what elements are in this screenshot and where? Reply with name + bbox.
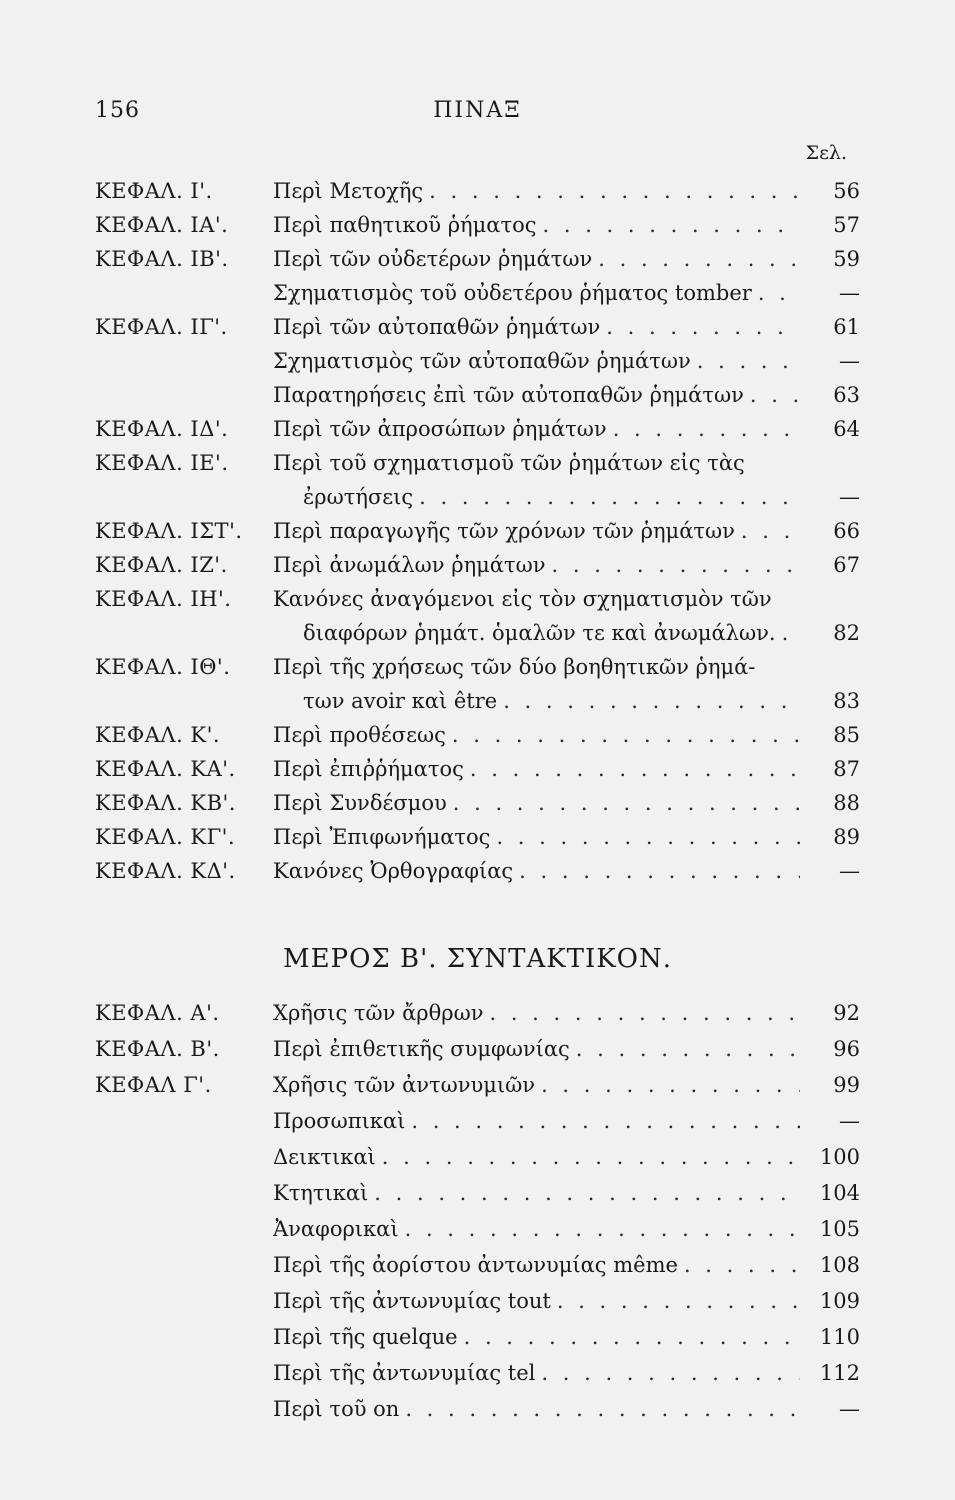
- entry-title-text: Χρῆσις τῶν ἄρθρων: [273, 1001, 484, 1025]
- toc-row: [95, 344, 860, 378]
- chapter-label: ΚΕΦΑΛ. ΙΗ'.: [95, 587, 232, 611]
- entry-title-text: Περὶ ἐπιῤῥήματος: [273, 757, 464, 781]
- entry-title: [273, 1139, 808, 1175]
- page-ref: 61: [833, 315, 860, 339]
- entry-title: [273, 514, 808, 548]
- toc-row: [95, 310, 860, 344]
- toc-row: [95, 616, 860, 650]
- page-header: [0, 98, 955, 138]
- chapter-label: ΚΕΦΑΛ. ΙΑ'.: [95, 213, 229, 237]
- leader-dots: [541, 1067, 800, 1103]
- leader-dots: [576, 1031, 800, 1067]
- entry-title: [273, 1283, 808, 1319]
- entry-title-text: Περὶ παθητικοῦ ῥήματος: [273, 213, 537, 237]
- page-ref: 59: [833, 247, 860, 271]
- toc-row: [95, 854, 860, 888]
- entry-title-text: Κτητικαὶ: [273, 1181, 369, 1205]
- chapter-label: ΚΕΦΑΛ. ΚΒ'.: [95, 791, 236, 815]
- toc-row: [95, 514, 860, 548]
- toc-row: [95, 718, 860, 752]
- toc-row: [95, 1175, 860, 1211]
- page-ref: —: [839, 349, 860, 373]
- page-ref: —: [839, 1397, 860, 1421]
- entry-title: [273, 1031, 808, 1067]
- page-ref: 56: [833, 179, 860, 203]
- leader-dots: [758, 276, 800, 310]
- entry-title-text: Περὶ τῆς ἀντωνυμίας tout: [273, 1289, 551, 1313]
- toc-row: [95, 1031, 860, 1067]
- chapter-label: ΚΕΦΑΛ. ΙΔ'.: [95, 417, 229, 441]
- page-ref: 82: [833, 621, 860, 645]
- entry-title-text: Σχηματισμὸς τοῦ οὐδετέρου ῥήματος tomber: [273, 281, 752, 305]
- entry-title-text: Περὶ τῆς χρήσεως τῶν δύο βοηθητικῶν ῥημά-: [273, 655, 756, 679]
- page-ref: 105: [819, 1217, 860, 1241]
- entry-title: [273, 412, 808, 446]
- entry-title-text: Περὶ ἐπιθετικῆς συμφωνίας: [273, 1037, 570, 1061]
- entry-title-text: Χρῆσις τῶν ἀντωνυμιῶν: [273, 1073, 536, 1097]
- entry-title-text: Παρατηρήσεις ἐπὶ τῶν αὐτοπαθῶν ῥημάτων: [273, 383, 744, 407]
- leader-dots: [552, 548, 801, 582]
- entry-title: [273, 854, 808, 888]
- entry-title: [273, 1355, 808, 1391]
- page-ref: 87: [833, 757, 860, 781]
- entry-title-text: Περὶ τῶν οὐδετέρων ῥημάτων: [273, 247, 593, 271]
- toc-row: [95, 650, 860, 684]
- leader-dots: [606, 310, 800, 344]
- entry-title: [273, 1319, 808, 1355]
- toc-row: [95, 1139, 860, 1175]
- entry-title: [273, 1391, 808, 1427]
- toc-row: [95, 446, 860, 480]
- leader-dots: [470, 752, 800, 786]
- entry-title: [273, 208, 808, 242]
- toc-row: [95, 1283, 860, 1319]
- toc-row: [95, 378, 860, 412]
- entry-title: [273, 616, 808, 650]
- toc-row: [95, 480, 860, 514]
- entry-title-text: Περὶ Μετοχῆς: [273, 179, 424, 203]
- page-ref: 57: [833, 213, 860, 237]
- entry-title: [273, 480, 808, 514]
- entry-title: [273, 310, 808, 344]
- leader-dots: [741, 514, 800, 548]
- toc-row: [95, 820, 860, 854]
- toc-row: [95, 1319, 860, 1355]
- page-ref: —: [839, 859, 860, 883]
- leader-dots: [419, 480, 800, 514]
- leader-dots: [684, 1247, 800, 1283]
- page-ref: —: [839, 485, 860, 509]
- entry-title-text: Ἀναφορικαὶ: [273, 1217, 399, 1241]
- entry-title-text: Περὶ τοῦ σχηματισμοῦ τῶν ῥημάτων εἰς τὰς: [273, 451, 745, 475]
- toc-row: [95, 995, 860, 1031]
- toc-row: [95, 208, 860, 242]
- leader-dots: [452, 718, 800, 752]
- leader-dots: [782, 616, 800, 650]
- entry-title: [273, 1211, 808, 1247]
- entry-title: [273, 174, 808, 208]
- leader-dots: [464, 1319, 800, 1355]
- page-ref: —: [839, 281, 860, 305]
- entry-title: [273, 344, 808, 378]
- page-ref: 112: [819, 1361, 860, 1385]
- toc-row: [95, 1247, 860, 1283]
- leader-dots: [411, 1103, 800, 1139]
- toc-row: [95, 684, 860, 718]
- entry-title: [273, 1067, 808, 1103]
- chapter-label: ΚΕΦΑΛ Γ'.: [95, 1073, 212, 1097]
- toc-row: [95, 412, 860, 446]
- chapter-label: ΚΕΦΑΛ. ΚΑ'.: [95, 757, 236, 781]
- section-heading: ΜΕΡΟΣ Β'. ΣΥΝΤΑΚΤΙΚΟΝ.: [282, 944, 673, 974]
- page-ref: 100: [819, 1145, 860, 1169]
- toc-row: [95, 752, 860, 786]
- leader-dots: [429, 174, 800, 208]
- leader-dots: [557, 1283, 800, 1319]
- leader-dots: [405, 1211, 800, 1247]
- entry-title: [273, 650, 808, 684]
- toc-row: [95, 242, 860, 276]
- leader-dots: [503, 684, 800, 718]
- toc-row: [95, 1103, 860, 1139]
- entry-title: [273, 1103, 808, 1139]
- page-ref: 108: [819, 1253, 860, 1277]
- entry-title-text: των avoir καὶ être: [303, 689, 498, 713]
- leader-dots: [489, 995, 800, 1031]
- toc-row: [95, 1355, 860, 1391]
- page-ref: 110: [819, 1325, 860, 1349]
- entry-title-text: Προσωπικαὶ: [273, 1109, 406, 1133]
- page-ref: 85: [833, 723, 860, 747]
- page-ref: 63: [833, 383, 860, 407]
- page-ref: 66: [833, 519, 860, 543]
- chapter-label: ΚΕΦΑΛ. Α'.: [95, 1001, 220, 1025]
- entry-title-text: Περὶ Ἐπιφωνήματος: [273, 825, 491, 849]
- page-ref: 99: [833, 1073, 860, 1097]
- leader-dots: [750, 378, 800, 412]
- entry-title: [273, 752, 808, 786]
- page-ref: 64: [833, 417, 860, 441]
- entry-title: [273, 1247, 808, 1283]
- leader-dots: [382, 1139, 800, 1175]
- entry-title-text: Κανόνες ἀναγόμενοι εἰς τὸν σχηματισμὸν τῶν: [273, 587, 772, 611]
- leader-dots: [496, 820, 800, 854]
- leader-dots: [405, 1391, 800, 1427]
- page-number: 156: [95, 98, 140, 123]
- chapter-label: ΚΕΦΑΛ. ΚΔ'.: [95, 859, 236, 883]
- entry-title-text: Περὶ Συνδέσμου: [273, 791, 447, 815]
- chapter-label: ΚΕΦΑΛ. Ι'.: [95, 179, 213, 203]
- entry-title-text: Περὶ ἀνωμάλων ῥημάτων: [273, 553, 546, 577]
- leader-dots: [374, 1175, 800, 1211]
- entry-title-text: Περὶ τῶν αὐτοπαθῶν ῥημάτων: [273, 315, 601, 339]
- entry-title-text: Κανόνες Ὀρθογραφίας: [273, 859, 514, 883]
- entry-title: [273, 582, 808, 616]
- entry-title: [273, 718, 808, 752]
- table-of-contents-part-b: [95, 995, 860, 1427]
- page-ref: 88: [833, 791, 860, 815]
- page-ref: 67: [833, 553, 860, 577]
- toc-row: [95, 548, 860, 582]
- entry-title: [273, 786, 808, 820]
- chapter-label: ΚΕΦΑΛ. ΙΖ'.: [95, 553, 228, 577]
- toc-row: [95, 1067, 860, 1103]
- entry-title: [273, 995, 808, 1031]
- page-ref: 109: [819, 1289, 860, 1313]
- chapter-label: ΚΕΦΑΛ. ΙΓ'.: [95, 315, 228, 339]
- leader-dots: [453, 786, 800, 820]
- leader-dots: [541, 1355, 800, 1391]
- page-title: ΠΙΝΑΞ: [433, 98, 522, 123]
- page-ref: 89: [833, 825, 860, 849]
- entry-title: [273, 446, 808, 480]
- page-ref: 96: [833, 1037, 860, 1061]
- leader-dots: [697, 344, 800, 378]
- entry-title-text: Δεικτικαὶ: [273, 1145, 376, 1169]
- entry-title-text: Περὶ τοῦ on: [273, 1397, 400, 1421]
- entry-title: [273, 242, 808, 276]
- leader-dots: [613, 412, 800, 446]
- chapter-label: ΚΕΦΑΛ. ΙΣΤ'.: [95, 519, 243, 543]
- entry-title: [273, 1175, 808, 1211]
- page-ref: 104: [819, 1181, 860, 1205]
- table-of-contents-part-a: [95, 174, 860, 888]
- chapter-label: ΚΕΦΑΛ. ΚΓ'.: [95, 825, 236, 849]
- toc-row: [95, 1391, 860, 1427]
- chapter-label: ΚΕΦΑΛ. ΙΒ'.: [95, 247, 229, 271]
- entry-title-text: Σχηματισμὸς τῶν αὐτοπαθῶν ῥημάτων: [273, 349, 691, 373]
- entry-title-text: Περὶ παραγωγῆς τῶν χρόνων τῶν ῥημάτων: [273, 519, 735, 543]
- entry-title-text: Περὶ τῆς ἀορίστου ἀντωνυμίας même: [273, 1253, 678, 1277]
- leader-dots: [598, 242, 800, 276]
- toc-row: [95, 1211, 860, 1247]
- entry-title-text: ἐρωτήσεις: [303, 485, 414, 509]
- toc-row: [95, 174, 860, 208]
- chapter-label: ΚΕΦΑΛ. Κ'.: [95, 723, 221, 747]
- toc-row: [95, 786, 860, 820]
- entry-title-text: Περὶ τῆς quelque: [273, 1325, 458, 1349]
- page-ref: 92: [833, 1001, 860, 1025]
- entry-title: [273, 684, 808, 718]
- entry-title: [273, 820, 808, 854]
- toc-row: [95, 582, 860, 616]
- entry-title: [273, 548, 808, 582]
- chapter-label: ΚΕΦΑΛ. Β'.: [95, 1037, 220, 1061]
- entry-title: [273, 378, 808, 412]
- entry-title-text: Περὶ προθέσεως: [273, 723, 446, 747]
- page-ref: 83: [833, 689, 860, 713]
- chapter-label: ΚΕΦΑΛ. ΙΕ'.: [95, 451, 229, 475]
- entry-title: [273, 276, 808, 310]
- entry-title-text: Περὶ τῆς ἀντωνυμίας tel: [273, 1361, 536, 1385]
- page-ref: —: [839, 1109, 860, 1133]
- entry-title-text: Περὶ τῶν ἀπροσώπων ῥημάτων: [273, 417, 607, 441]
- leader-dots: [519, 854, 800, 888]
- page-column-label: Σελ.: [805, 142, 847, 164]
- leader-dots: [543, 208, 801, 242]
- entry-title-text: διαφόρων ῥημάτ. ὁμαλῶν τε καὶ ἀνωμάλων.: [303, 621, 776, 645]
- toc-row: [95, 276, 860, 310]
- chapter-label: ΚΕΦΑΛ. ΙΘ'.: [95, 655, 231, 679]
